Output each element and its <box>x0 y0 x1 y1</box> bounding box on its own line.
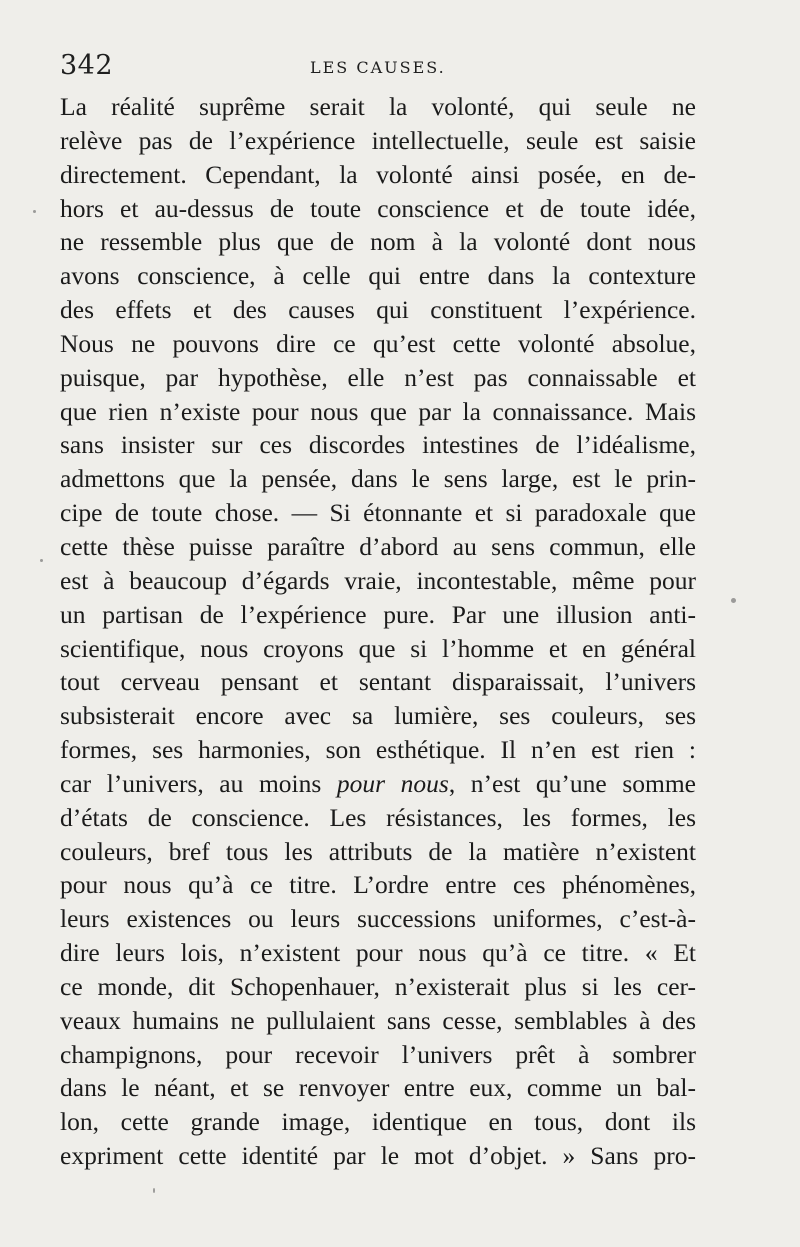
text-line <box>60 428 696 462</box>
italic-phrase: pour nous <box>336 768 449 798</box>
text-line <box>60 259 696 293</box>
text-segment: directement. Cependant, la volonté ainsi posée, en de- <box>60 159 696 189</box>
text-segment: La réalité suprême serait la volonté, qui seule ne <box>60 92 696 121</box>
text-segment: leurs existences ou leurs successions uniformes, c’est-à- <box>60 904 696 934</box>
text-line <box>60 1105 696 1139</box>
text-segment: veaux humains ne pullulaient sans cesse, semblables à des <box>60 1005 696 1035</box>
text-line <box>60 598 696 632</box>
text-segment: dire leurs lois, n’existent pour nous qu’à ce titre. « Et <box>60 938 696 968</box>
text-segment: un partisan de l’expérience pure. Par une illusion anti- <box>60 599 696 629</box>
text-line <box>60 530 696 564</box>
text-segment: ne ressemble plus que de nom à la volonté dont nous <box>60 227 696 257</box>
text-segment: cipe de toute chose. — Si étonnante et si paradoxale que <box>60 498 696 528</box>
text-segment: formes, ses harmonies, son esthétique. Il n’en est rien : <box>60 735 696 765</box>
text-segment: puisque, par hypothèse, elle n’est pas connaissable et <box>60 362 696 392</box>
paper-speck <box>40 559 43 562</box>
text-segment: avons conscience, à celle qui entre dans la contexture <box>60 261 696 291</box>
text-segment: relève pas de l’expérience intellectuelle, seule est saisie <box>60 125 696 155</box>
text-line <box>60 936 696 970</box>
text-line <box>60 564 696 598</box>
text-line <box>60 835 696 869</box>
text-segment: sans insister sur ces discordes intestines de l’idéalisme, <box>60 430 696 460</box>
text-segment: couleurs, bref tous les attributs de la matière n’existent <box>60 836 696 866</box>
text-line <box>60 902 696 936</box>
text-line <box>60 1004 696 1038</box>
text-segment: expriment cette identité par le mot d’objet. » Sans pro- <box>60 1141 696 1171</box>
body-text <box>60 90 696 1173</box>
text-line <box>60 733 696 767</box>
text-line <box>60 632 696 666</box>
text-line <box>60 1038 696 1072</box>
text-segment: pour nous qu’à ce titre. L’ordre entre ces phénomènes, <box>60 870 696 900</box>
text-segment: ce monde, dit Schopenhauer, n’existerait plus si les cer- <box>60 971 696 1001</box>
text-segment: cette thèse puisse paraître d’abord au sens commun, elle <box>60 531 696 561</box>
text-line <box>60 225 696 259</box>
text-segment: Nous ne pouvons dire ce qu’est cette volonté absolue, <box>60 328 696 358</box>
text-segment: scientifique, nous croyons que si l’homme et en général <box>60 633 696 663</box>
text-line <box>60 868 696 902</box>
text-line <box>60 327 696 361</box>
text-line <box>60 801 696 835</box>
text-line <box>60 192 696 226</box>
paper-speck <box>731 598 736 603</box>
text-segment: champignons, pour recevoir l’univers prêt à sombrer <box>60 1039 696 1069</box>
text-segment: dans le néant, et se renvoyer entre eux, comme un bal- <box>60 1073 696 1103</box>
text-line <box>60 462 696 496</box>
text-line <box>60 496 696 530</box>
paper-speck <box>33 210 36 213</box>
text-line <box>60 124 696 158</box>
text-segment: admettons que la pensée, dans le sens large, est le prin- <box>60 464 696 494</box>
text-segment: des effets et des causes qui constituent l’expérience. <box>60 295 696 325</box>
text-segment: subsisterait encore avec sa lumière, ses couleurs, ses <box>60 701 696 731</box>
text-line <box>60 665 696 699</box>
text-segment: est à beaucoup d’égards vraie, incontestable, même pour <box>60 565 696 595</box>
text-line <box>60 1139 696 1173</box>
text-line <box>60 767 696 801</box>
running-head: LES CAUSES. <box>310 58 446 77</box>
page-header <box>60 50 696 84</box>
text-segment: lon, cette grande image, identique en tous, dont ils <box>60 1107 696 1137</box>
text-line <box>60 395 696 429</box>
text-line <box>60 90 696 124</box>
paper-speck <box>153 1188 155 1193</box>
text-segment: que rien n’existe pour nous que par la connaissance. Mais <box>60 396 696 426</box>
text-line <box>60 699 696 733</box>
text-segment: car l’univers, au moins <box>60 768 337 798</box>
page-number: 342 <box>60 50 114 81</box>
text-segment: tout cerveau pensant et sentant disparaissait, l’univers <box>60 667 696 697</box>
text-line <box>60 970 696 1004</box>
text-segment: d’états de conscience. Les résistances, les formes, les <box>60 802 696 832</box>
text-line <box>60 1071 696 1105</box>
text-segment: , n’est qu’une somme <box>448 768 696 798</box>
text-line <box>60 158 696 192</box>
text-line <box>60 361 696 395</box>
text-line <box>60 293 696 327</box>
text-segment: hors et au-dessus de toute conscience et de toute idée, <box>60 193 696 223</box>
